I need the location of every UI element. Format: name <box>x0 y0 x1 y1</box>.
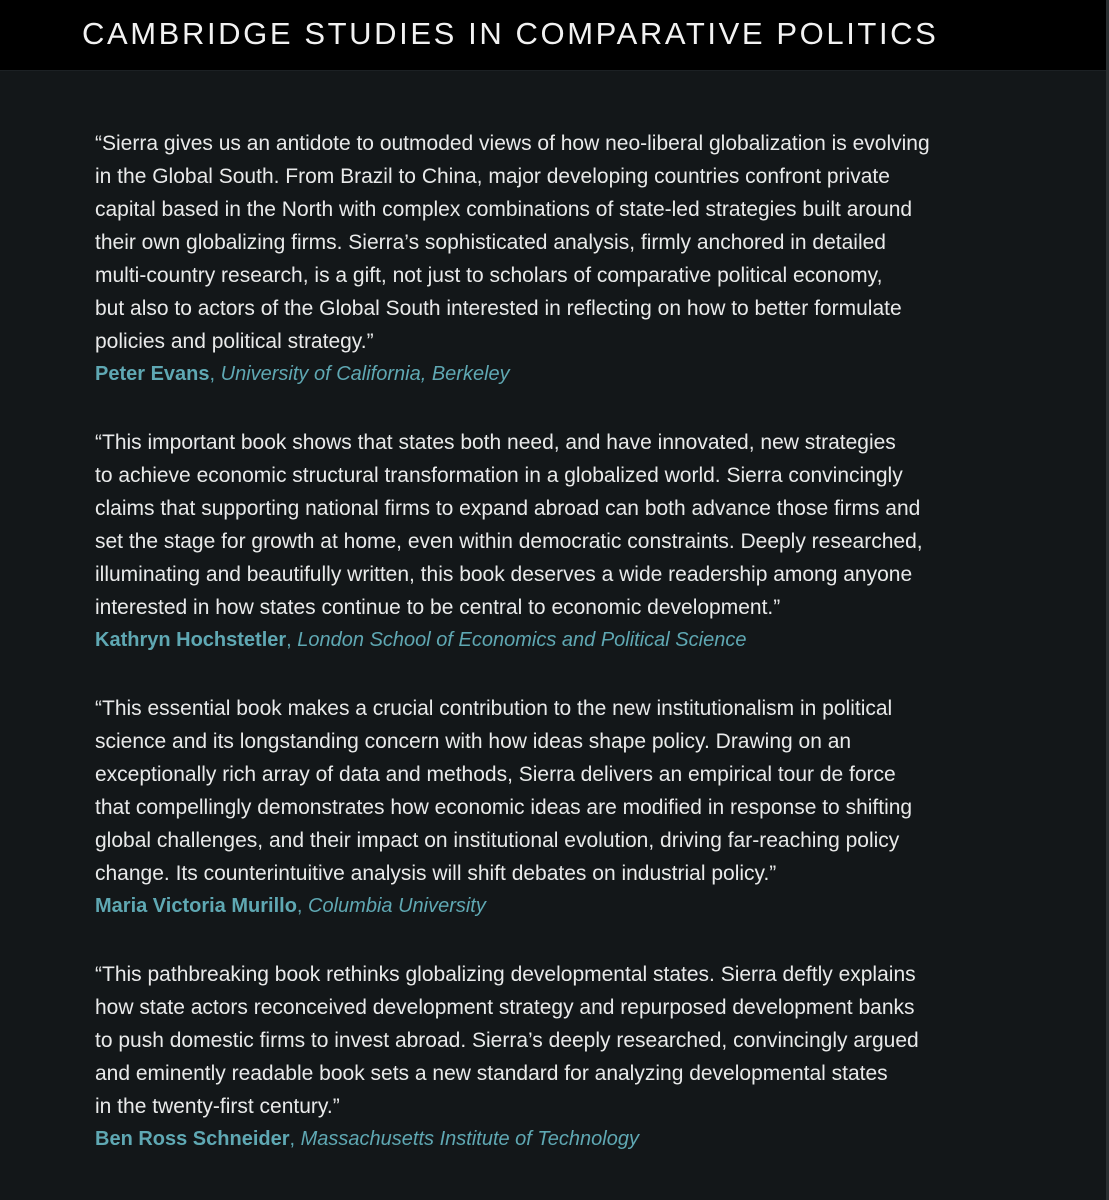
reviewer-affiliation: Columbia University <box>308 895 486 917</box>
review-kathryn-hochstetler <box>95 426 1080 657</box>
endorsements <box>95 127 1080 1191</box>
reviewer-affiliation: Massachusetts Institute of Technology <box>300 1128 639 1150</box>
reviewer-name: Peter Evans <box>95 363 210 385</box>
review-quote: “Sierra gives us an antidote to outmoded views of how neo-liberal globalization is evolving in the Global South. From Brazil to China, major developing countries confront private capital based in the North with complex combinations of state-led strategies built around their own globalizing firms. Sierra’s sophisticated analysis, firmly anchored in detailed multi-country research, is a gift, not just to scholars of comparative political economy, but also to actors of the Global South interested in reflecting on how to better formulate policies and political strategy.” <box>95 132 930 353</box>
review-peter-evans <box>95 127 1080 391</box>
series-title: CAMBRIDGE STUDIES IN COMPARATIVE POLITICS <box>82 16 939 51</box>
reviewer-affiliation: London School of Economics and Political Science <box>297 629 747 651</box>
reviewer-affiliation: University of California, Berkeley <box>220 363 510 385</box>
review-attribution: Kathryn Hochstetler, London School of Economics and Political Science <box>95 629 747 651</box>
series-header-band <box>0 0 1109 71</box>
review-attribution: Peter Evans, University of California, Berkeley <box>95 363 510 385</box>
review-ben-ross-schneider <box>95 958 1080 1156</box>
review-quote: “This important book shows that states both need, and have innovated, new strategies to achieve economic structural transformation in a globalized world. Sierra convincingly claims that supporting national firms to expand abroad can both advance those firms and set the stage for growth at home, even within democratic constraints. Deeply researched, illuminating and beautifully written, this book deserves a wide readership among anyone interested in how states continue to be central to economic development.” <box>95 431 923 619</box>
review-maria-victoria-murillo <box>95 692 1080 923</box>
review-quote: “This pathbreaking book rethinks globalizing developmental states. Sierra deftly explains how state actors reconceived development strategy and repurposed development banks to push domestic firms to invest abroad. Sierra’s deeply researched, convincingly argued and eminently readable book sets a new standard for analyzing developmental states in the twenty-first century.” <box>95 963 919 1118</box>
review-attribution: Ben Ross Schneider, Massachusetts Institute of Technology <box>95 1128 639 1150</box>
reviewer-name: Ben Ross Schneider <box>95 1128 290 1150</box>
reviewer-name: Kathryn Hochstetler <box>95 629 287 651</box>
reviewer-name: Maria Victoria Murillo <box>95 895 297 917</box>
review-attribution: Maria Victoria Murillo, Columbia University <box>95 895 486 917</box>
review-quote: “This essential book makes a crucial contribution to the new institutionalism in political science and its longstanding concern with how ideas shape policy. Drawing on an exceptionally rich array of data and methods, Sierra delivers an empirical tour de force that compellingly demonstrates how economic ideas are modified in response to shifting global challenges, and their impact on institutional evolution, driving far-reaching policy change. Its counterintuitive analysis will shift debates on industrial policy.” <box>95 697 913 885</box>
